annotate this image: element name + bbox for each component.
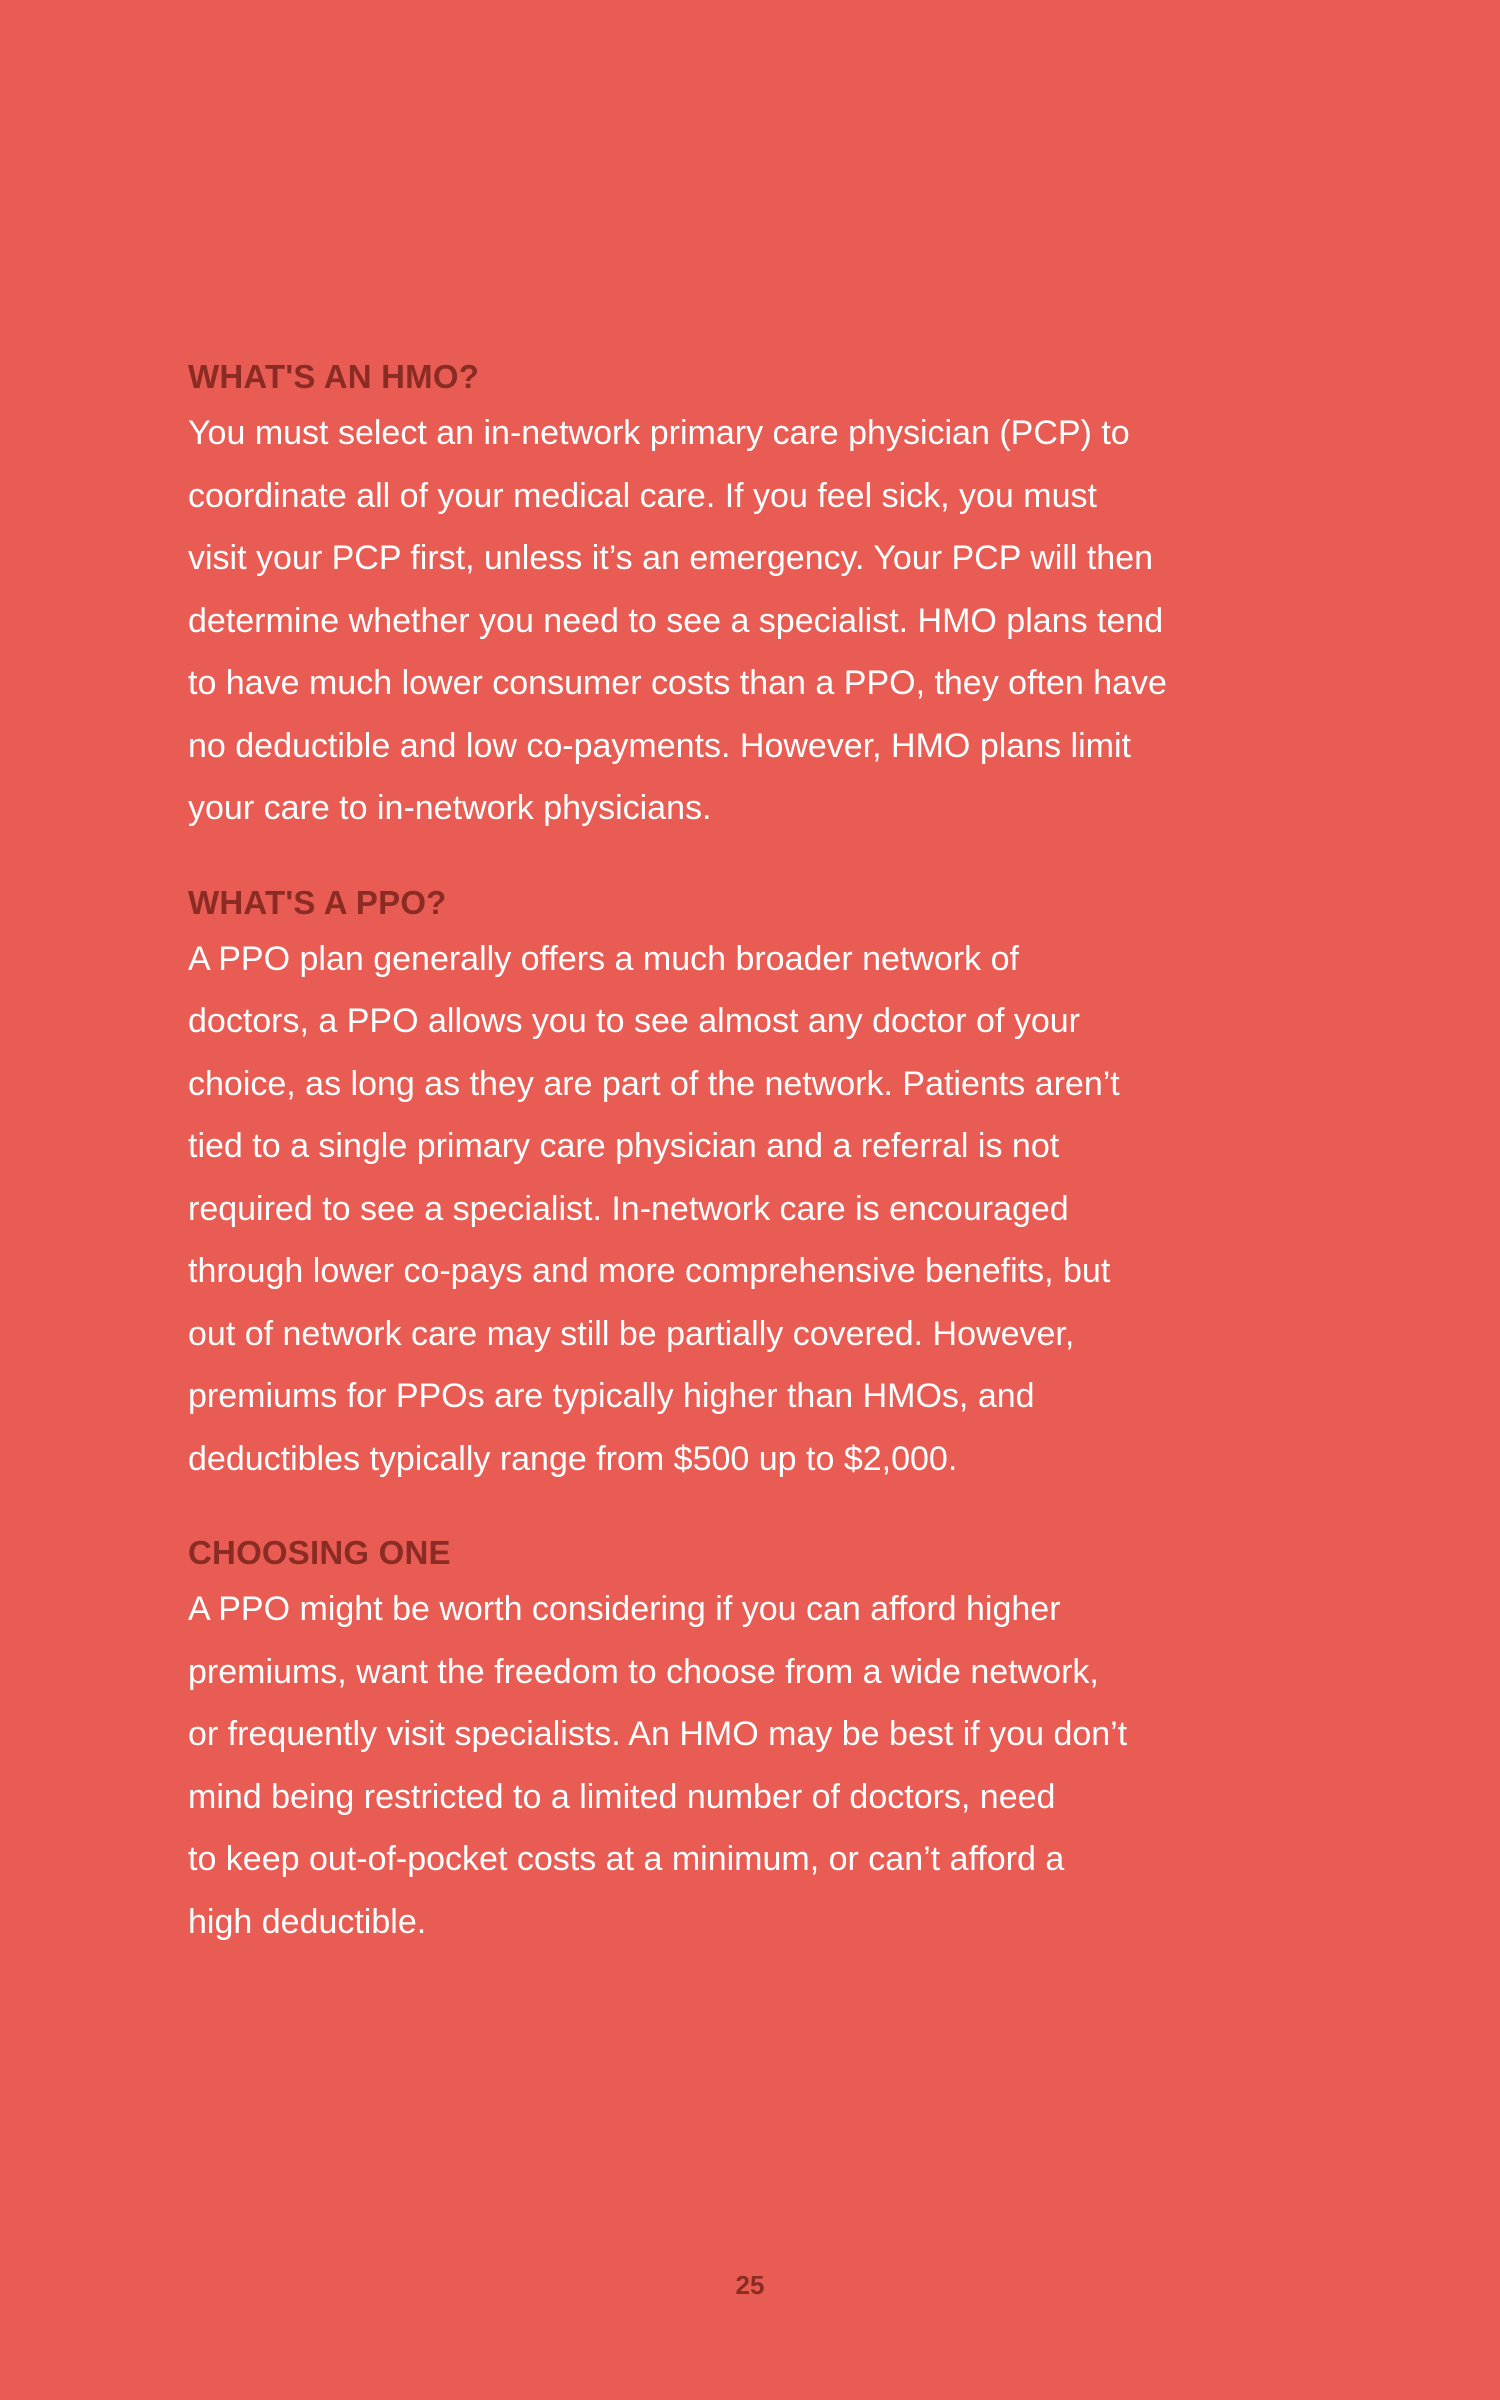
section-ppo	[188, 878, 1328, 1491]
section-body-ppo: A PPO plan generally offers a much broader network of doctors, a PPO allows you to see almost any doctor of your choice, as long as they are part of the network. Patients aren’t tied to a single primary care physician and a referral is not required to see a specialist. In-network care is encouraged through lower co-pays and more comprehensive benefits, but out of network care may still be partially covered. However, premiums for PPOs are typically higher than HMOs, and deductibles typically range from $500 up to $2,000.	[188, 939, 1120, 1478]
section-body-hmo: You must select an in-network primary care physician (PCP) to coordinate all of your medical care. If you feel sick, you must visit your PCP first, unless it’s an emergency. Your PCP will then determine whether you need to see a specialist. HMO plans tend to have much lower consumer costs than a PPO, they often have no deductible and low co-payments. However, HMO plans limit your care to in-network physicians.	[188, 414, 1167, 827]
page-content	[188, 352, 1328, 1991]
section-hmo	[188, 352, 1328, 840]
section-body-choosing-one: A PPO might be worth considering if you can afford higher premiums, want the freedom to choose from a wide network, or frequently visit specialists. An HMO may be best if you don’t mind being restricted to a limited number of doctors, need to keep out-of-pocket costs at a minimum, or can’t afford a high deductible.	[188, 1590, 1128, 1941]
page-number: 25	[735, 2270, 765, 2300]
section-heading-ppo: WHAT'S A PPO?	[188, 883, 447, 921]
section-heading-hmo: WHAT'S AN HMO?	[188, 358, 480, 395]
section-heading-choosing-one: CHOOSING ONE	[188, 1534, 451, 1571]
section-choosing-one	[188, 1528, 1328, 1953]
